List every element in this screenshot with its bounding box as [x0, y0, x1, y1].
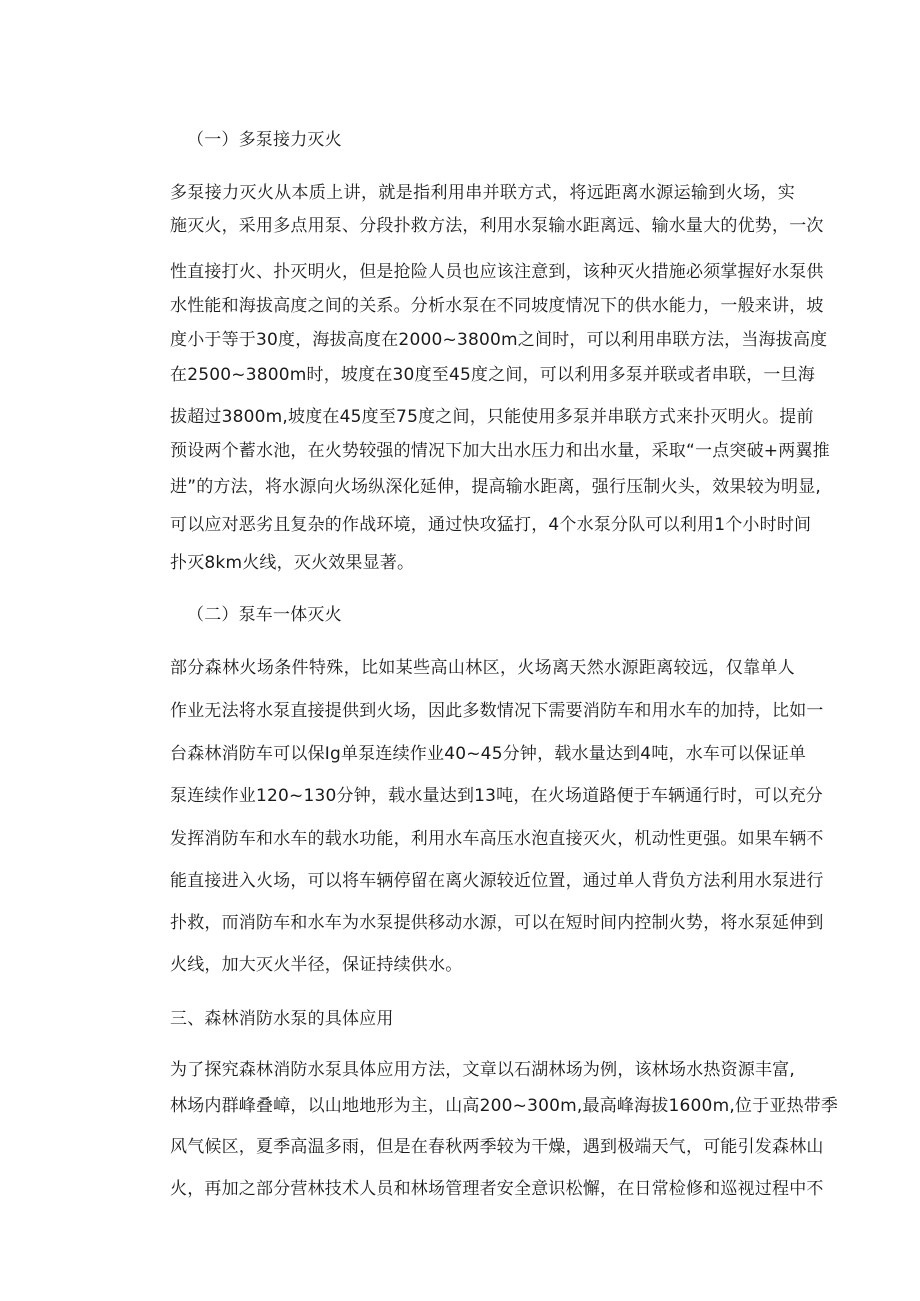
paragraph-2-line: 台森林消防车可以保Ig单泵连续作业40~45分钟，载水量达到4吨，水车可以保证单 — [170, 744, 807, 764]
paragraph-2-line: 火线，加大灭火半径，保证持续供水。 — [170, 955, 463, 975]
paragraph-2-line: 发挥消防车和水车的载水功能，利用水车高压水泡直接灭火，机动性更强。如果车辆不 — [170, 829, 824, 849]
paragraph-3-line: 火，再加之部分营林技术人员和林场管理者安全意识松懈，在日常检修和巡视过程中不 — [170, 1179, 824, 1199]
paragraph-1-line: 水性能和海拔高度之间的关系。分析水泵在不同坡度情况下的供水能力，一般来讲，坡 — [170, 296, 824, 316]
section-heading-1: （一）多泵接力灭火 — [187, 130, 342, 150]
paragraph-2-line: 泵连续作业120~130分钟，载水量达到13吨，在火场道路便于车辆通行时，可以充分 — [170, 786, 823, 806]
paragraph-1-line: 多泵接力灭火从本质上讲，就是指利用串并联方式，将远距离水源运输到火场，实 — [170, 183, 795, 203]
paragraph-3-line: 为了探究森林消防水泵具体应用方法，文章以石湖林场为例，该林场水热资源丰富, — [170, 1060, 795, 1080]
paragraph-2-line: 部分森林火场条件特殊，比如某些高山林区，火场离天然水源距离较远，仅靠单人 — [170, 658, 795, 678]
paragraph-1-line: 进”的方法，将水源向火场纵深化延伸，提高输水距离，强行压制火头，效果较为明显, — [170, 477, 822, 497]
paragraph-1-line: 可以应对恶劣且复杂的作战环境，通过快攻猛打，4个水泵分队可以利用1个小时时间 — [170, 515, 812, 535]
section-heading-3: 三、森林消防水泵的具体应用 — [170, 1009, 394, 1029]
paragraph-1-line: 拔超过3800m,坡度在45度至75度之间，只能使用多泵并串联方式来扑灭明火。提前 — [170, 407, 814, 427]
paragraph-2-line: 能直接进入火场，可以将车辆停留在离火源较近位置，通过单人背负方法利用水泵进行 — [170, 871, 824, 891]
paragraph-1-line: 在2500~3800m时，坡度在30度至45度之间，可以利用多泵并联或者串联，一旦海 — [170, 365, 815, 385]
paragraph-1-line: 施灭火，采用多点用泵、分段扑救方法，利用水泵输水距离远、输水量大的优势，一次 — [170, 216, 824, 236]
paragraph-1-line: 性直接打火、扑灭明火，但是抢险人员也应该注意到，该种灭火措施必须掌握好水泵供 — [170, 262, 824, 282]
paragraph-1-line: 预设两个蓄水池，在火势较强的情况下加大出水压力和出水量，采取“一点突破+两翼推 — [170, 441, 830, 461]
paragraph-2-line: 作业无法将水泵直接提供到火场，因此多数情况下需要消防车和用水车的加持，比如一 — [170, 701, 824, 721]
paragraph-2-line: 扑救，而消防车和水车为水泵提供移动水源，可以在短时间内控制火势，将水泵延伸到 — [170, 913, 824, 933]
section-heading-2: （二）泵车一体灭火 — [187, 605, 342, 625]
paragraph-3-line: 风气候区，夏季高温多雨，但是在春秋两季较为干燥，遇到极端天气，可能引发森林山 — [170, 1137, 824, 1157]
paragraph-1-line: 扑灭8km火线，灭火效果显著。 — [170, 553, 415, 573]
paragraph-1-line: 度小于等于30度，海拔高度在2000~3800m之间时，可以利用串联方法，当海拔高度 — [170, 330, 828, 350]
paragraph-3-line: 林场内群峰叠嶂，以山地地形为主，山高200~300m,最高峰海拔1600m,位于亚热带季 — [170, 1096, 839, 1116]
